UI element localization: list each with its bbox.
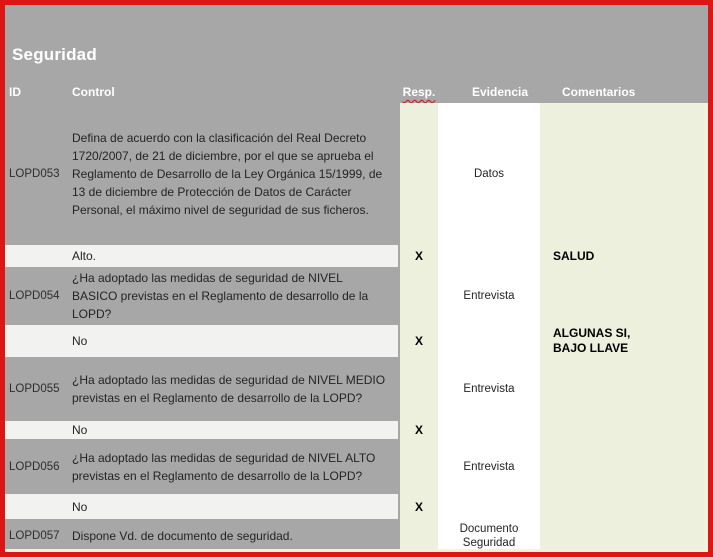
column-header-control[interactable]: Control <box>72 85 115 99</box>
table-body <box>5 103 708 552</box>
evidencia-cell[interactable]: Entrevista <box>463 460 515 473</box>
table-rows <box>5 103 708 552</box>
table-row <box>5 267 708 325</box>
control-cell[interactable]: Alto. <box>69 245 398 267</box>
resp-cell[interactable]: X <box>414 499 423 514</box>
evidencia-cell[interactable] <box>438 421 540 439</box>
table-row <box>5 421 708 439</box>
comentarios-cell[interactable] <box>540 494 708 519</box>
evidencia-cell[interactable]: Datos <box>473 168 505 180</box>
control-cell[interactable]: Defina de acuerdo con la clasificación del Real Decreto 1720/2007, de 21 de diciembre, por el que se aprueba el Reglamento de Desarrollo de la Ley Orgánica 15/1999, de 13 de diciembre de Protección de Datos de Carácter Personal, el máximo nivel de seguridad de sus ficheros. <box>72 131 383 217</box>
table-row <box>5 103 708 245</box>
resp-cell[interactable] <box>400 267 438 325</box>
column-header-evidencia[interactable]: Evidencia <box>471 85 529 99</box>
control-cell[interactable]: Dispone Vd. de documento de seguridad. <box>72 528 293 543</box>
table-header-row <box>5 65 708 103</box>
comentarios-cell[interactable] <box>540 103 708 245</box>
row-id-cell[interactable] <box>5 494 69 519</box>
comentarios-cell[interactable] <box>540 357 708 421</box>
bottom-gridline <box>5 549 708 552</box>
evidencia-cell[interactable] <box>438 325 540 357</box>
resp-cell[interactable]: X <box>414 334 423 348</box>
comentarios-cell[interactable] <box>540 439 708 494</box>
resp-cell[interactable] <box>400 357 438 421</box>
control-cell[interactable]: No <box>69 421 398 439</box>
table-row <box>5 439 708 494</box>
row-id-cell[interactable] <box>5 245 69 267</box>
control-cell[interactable]: ¿Ha adoptado las medidas de seguridad de NIVEL ALTO previstas en el Reglamento de desarrollo de la LOPD? <box>72 450 376 483</box>
table-row <box>5 494 708 519</box>
resp-cell[interactable] <box>400 439 438 494</box>
control-cell[interactable]: ¿Ha adoptado las medidas de seguridad de NIVEL BASICO previstas en el Reglamento de desarrollo de la LOPD? <box>72 271 369 321</box>
comentarios-cell[interactable] <box>540 421 708 439</box>
column-header-comentarios[interactable]: Comentarios <box>562 85 636 99</box>
column-header-id[interactable]: ID <box>9 85 21 99</box>
table-row <box>5 325 708 357</box>
comentarios-cell[interactable]: ALGUNAS SI, BAJO LLAVE <box>553 326 631 355</box>
resp-cell[interactable] <box>400 103 438 245</box>
table-row <box>5 519 708 552</box>
row-id-cell[interactable] <box>5 325 69 357</box>
row-id-cell[interactable]: LOPD054 <box>9 290 60 302</box>
evidencia-cell[interactable] <box>438 494 540 519</box>
comentarios-cell[interactable] <box>540 267 708 325</box>
column-header-resp[interactable] <box>400 85 438 99</box>
evidencia-cell[interactable]: Documento Seguridad <box>459 522 519 549</box>
row-id-cell[interactable]: LOPD055 <box>9 383 60 395</box>
resp-cell[interactable]: X <box>414 423 423 437</box>
row-id-cell[interactable]: LOPD057 <box>9 529 60 542</box>
resp-cell[interactable]: X <box>414 249 423 263</box>
comentarios-cell[interactable]: SALUD <box>553 248 595 263</box>
control-cell[interactable]: No <box>69 494 398 519</box>
resp-label-with-spellcheck-underline: Resp. <box>402 85 436 99</box>
control-cell[interactable]: No <box>69 325 398 357</box>
evidencia-cell[interactable] <box>438 245 540 267</box>
table-row <box>5 245 708 267</box>
comentarios-cell[interactable] <box>540 519 708 552</box>
row-id-cell[interactable] <box>5 421 69 439</box>
control-cell[interactable]: ¿Ha adoptado las medidas de seguridad de NIVEL MEDIO previstas en el Reglamento de desarrollo de la LOPD? <box>72 373 386 405</box>
evidencia-cell[interactable]: Entrevista <box>463 290 515 302</box>
evidencia-cell[interactable]: Entrevista <box>463 383 515 395</box>
section-title: Seguridad <box>12 45 97 64</box>
row-id-cell[interactable]: LOPD053 <box>9 168 60 180</box>
resp-cell[interactable] <box>400 519 438 552</box>
table-row <box>5 357 708 421</box>
row-id-cell[interactable]: LOPD056 <box>9 460 60 473</box>
